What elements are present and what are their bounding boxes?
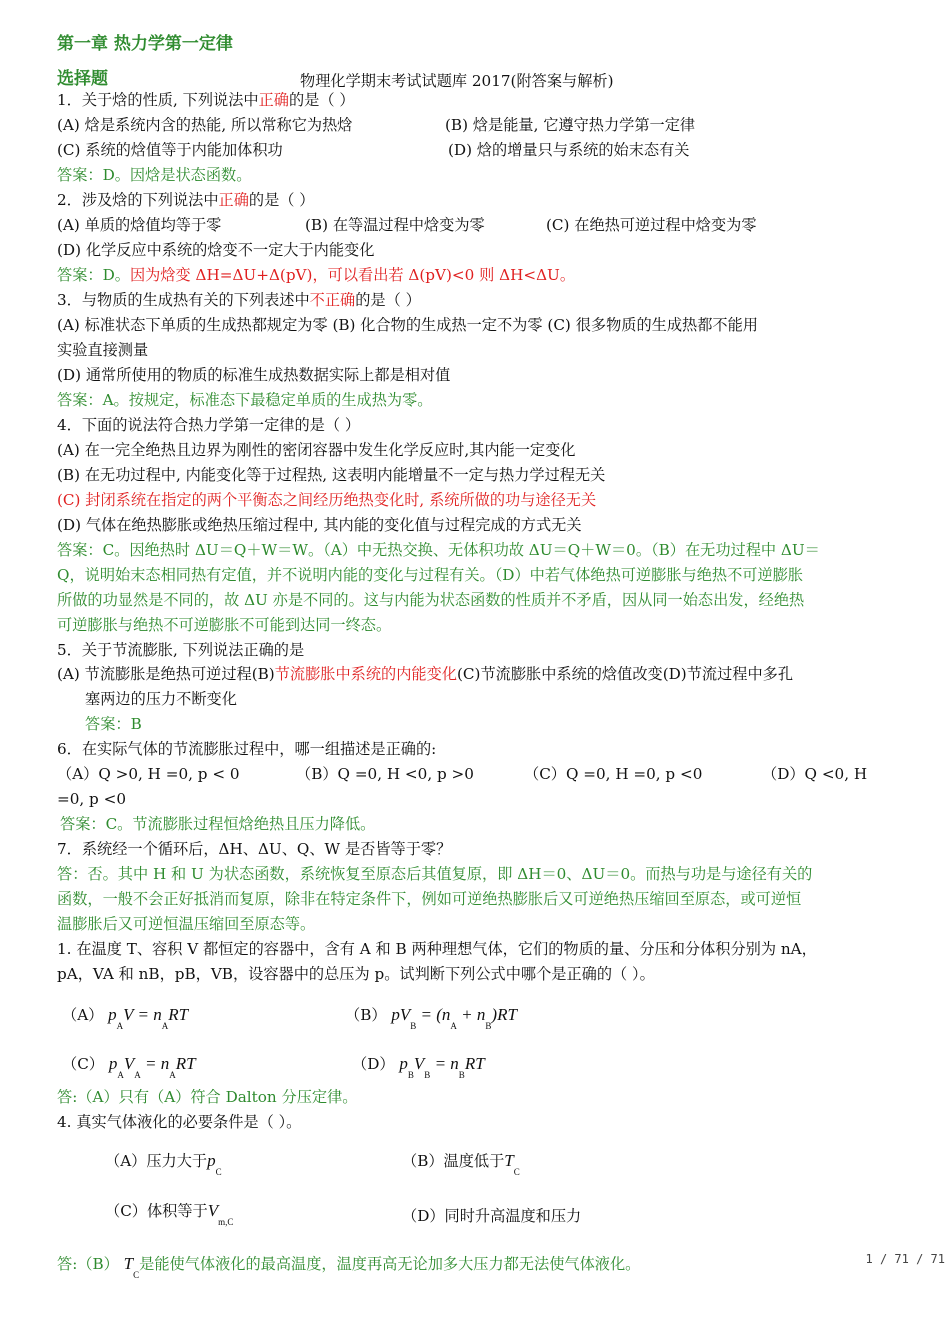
q2-option-a: (A) 单质的焓值均等于零 — [57, 216, 222, 234]
q8-stem-line-1: 1. 在温度 T、容积 V 都恒定的容器中，含有 A 和 B 两种理想气体，它们的物质的量、分压和分体积分别为 nA， — [57, 940, 817, 958]
q2-option-c: (C) 在绝热可逆过程中焓变为零 — [546, 216, 757, 234]
q4-answer-line-1: 答案：C。因绝热时 ΔU＝Q＋W＝W。（A）中无热交换、无体积功故 ΔU＝Q＋W＝0。（B）在无功过程中 ΔU＝ — [57, 541, 820, 559]
q7-answer-line-2: 函数，一般不会正好抵消而复原，除非在特定条件下，例如可逆绝热膨胀后又可逆绝热压缩回至原态，或可逆恒 — [57, 890, 802, 908]
q9-stem: 4. 真实气体液化的必要条件是（ ）。 — [57, 1113, 302, 1131]
q4-stem: 4．下面的说法符合热力学第一定律的是（ ） — [57, 416, 361, 434]
q4-option-d: (D) 气体在绝热膨胀或绝热压缩过程中, 其内能的变化值与过程完成的方式无关 — [57, 516, 582, 534]
q2-answer: 答案：D。因为焓变 ΔH=ΔU+Δ(pV)，可以看出若 Δ(pV)<0 则 ΔH<ΔU。 — [57, 266, 576, 284]
q1-option-c: (C) 系统的焓值等于内能加体积功 — [57, 141, 283, 159]
q1-option-a: (A) 焓是系统内含的热能, 所以常称它为热焓 — [57, 116, 353, 134]
q3-options-cont: 实验直接测量 — [57, 341, 149, 359]
q4-option-c: (C) 封闭系统在指定的两个平衡态之间经历绝热变化时, 系统所做的功与途径无关 — [57, 491, 597, 509]
q4-answer-line-4: 可逆膨胀与绝热不可逆膨胀不可能到达同一终态。 — [57, 616, 392, 634]
q5-answer: 答案：B — [85, 715, 142, 733]
q4-answer-line-3: 所做的功显然是不同的，故 ΔU 亦是不同的。这与内能为状态函数的性质并不矛盾，因从同一始态出发，经绝热 — [57, 591, 805, 609]
q4-option-b: (B) 在无功过程中, 内能变化等于过程热, 这表明内能增量不一定与热力学过程无关 — [57, 466, 606, 484]
q9-option-a: （A）压力大于$p_C$ — [105, 1151, 222, 1177]
q5-stem: 5．关于节流膨胀, 下列说法正确的是 — [57, 641, 305, 659]
q8-stem-line-2: pA，VA 和 nB，pB，VB，设容器中的总压为 p。试判断下列公式中哪个是正确的（ ）。 — [57, 965, 655, 983]
q8-option-b: （B） $pV_B = (n_A + n_B)RT$ — [345, 1005, 517, 1031]
chapter-title: 第一章 热力学第一定律 — [57, 34, 233, 54]
q7-answer-line-1: 答：否。其中 H 和 U 为状态函数，系统恢复至原态后其值复原，即 ΔH＝0、ΔU＝0。而热与功是与途径有关的 — [57, 865, 813, 883]
q9-answer: 答:（B） $T_C$是能使气体液化的最高温度，温度再高无论加多大压力都无法使气体液化。 — [57, 1254, 641, 1280]
q8-option-c: （C） $p_AV_A = n_ART$ — [62, 1054, 196, 1080]
q2-option-b: (B) 在等温过程中焓变为零 — [305, 216, 485, 234]
q5-options-line: (A) 节流膨胀是绝热可逆过程(B)节流膨胀中系统的内能变化(C)节流膨胀中系统的焓值改变(D)节流过程中多孔 — [57, 665, 794, 683]
q9-option-c: （C）体积等于$V_{m,C}$ — [105, 1201, 234, 1227]
q6-option-a: （A）Q >0, H =0, p < 0 — [57, 765, 240, 783]
q2-stem: 2．涉及焓的下列说法中正确的是（ ） — [57, 191, 315, 209]
q6-answer: 答案：C。节流膨胀过程恒焓绝热且压力降低。 — [60, 815, 376, 833]
q8-answer: 答:（A）只有（A）符合 Dalton 分压定律。 — [57, 1088, 358, 1106]
q2-option-d: (D) 化学反应中系统的焓变不一定大于内能变化 — [57, 241, 375, 259]
q4-option-a: (A) 在一完全绝热且边界为刚性的密闭容器中发生化学反应时,其内能一定变化 — [57, 441, 576, 459]
document-title: 物理化学期末考试试题库 2017(附答案与解析) — [300, 72, 614, 90]
q5-options-cont: 塞两边的压力不断变化 — [85, 690, 237, 708]
q1-answer: 答案：D。因焓是状态函数。 — [57, 166, 252, 184]
q7-stem: 7．系统经一个循环后，ΔH、ΔU、Q、W 是否皆等于零？ — [57, 840, 452, 858]
q6-option-c: （C）Q =0, H =0, p <0 — [524, 765, 703, 783]
q3-answer: 答案：A。按规定，标准态下最稳定单质的生成热为零。 — [57, 391, 433, 409]
q9-option-b: （B）温度低于$T_C$ — [402, 1151, 520, 1177]
q9-option-d: （D）同时升高温度和压力 — [402, 1207, 582, 1225]
section-title: 选择题 — [57, 69, 108, 89]
q6-option-d-cont: =0, p <0 — [57, 790, 126, 808]
q8-option-a: （A） $p_AV = n_ART$ — [62, 1005, 189, 1031]
q4-answer-line-2: Q，说明始末态相同热有定值，并不说明内能的变化与过程有关。（D）中若气体绝热可逆膨胀与绝热不可逆膨胀 — [57, 566, 804, 584]
q3-options-line: (A) 标准状态下单质的生成热都规定为零 (B) 化合物的生成热一定不为零 (C) 很多物质的生成热都不能用 — [57, 316, 758, 334]
q6-option-b: （B）Q =0, H <0, p >0 — [296, 765, 474, 783]
q3-option-d: (D) 通常所使用的物质的标准生成热数据实际上都是相对值 — [57, 366, 451, 384]
q7-answer-line-3: 温膨胀后又可逆恒温压缩回至原态等。 — [57, 915, 316, 933]
q3-stem: 3．与物质的生成热有关的下列表述中不正确的是（ ） — [57, 291, 421, 309]
q8-option-d: （D） $p_BV_B = n_BRT$ — [352, 1054, 485, 1080]
q1-option-b: (B) 焓是能量, 它遵守热力学第一定律 — [445, 116, 696, 134]
q1-option-d: (D) 焓的增量只与系统的始末态有关 — [448, 141, 690, 159]
page-number: 1 / 71 / 71 — [865, 1252, 945, 1266]
q6-stem: 6．在实际气体的节流膨胀过程中，哪一组描述是正确的: — [57, 740, 437, 758]
q6-option-d: （D）Q <0, H — [762, 765, 868, 783]
q1-stem: 1．关于焓的性质, 下列说法中正确的是（ ） — [57, 91, 355, 109]
